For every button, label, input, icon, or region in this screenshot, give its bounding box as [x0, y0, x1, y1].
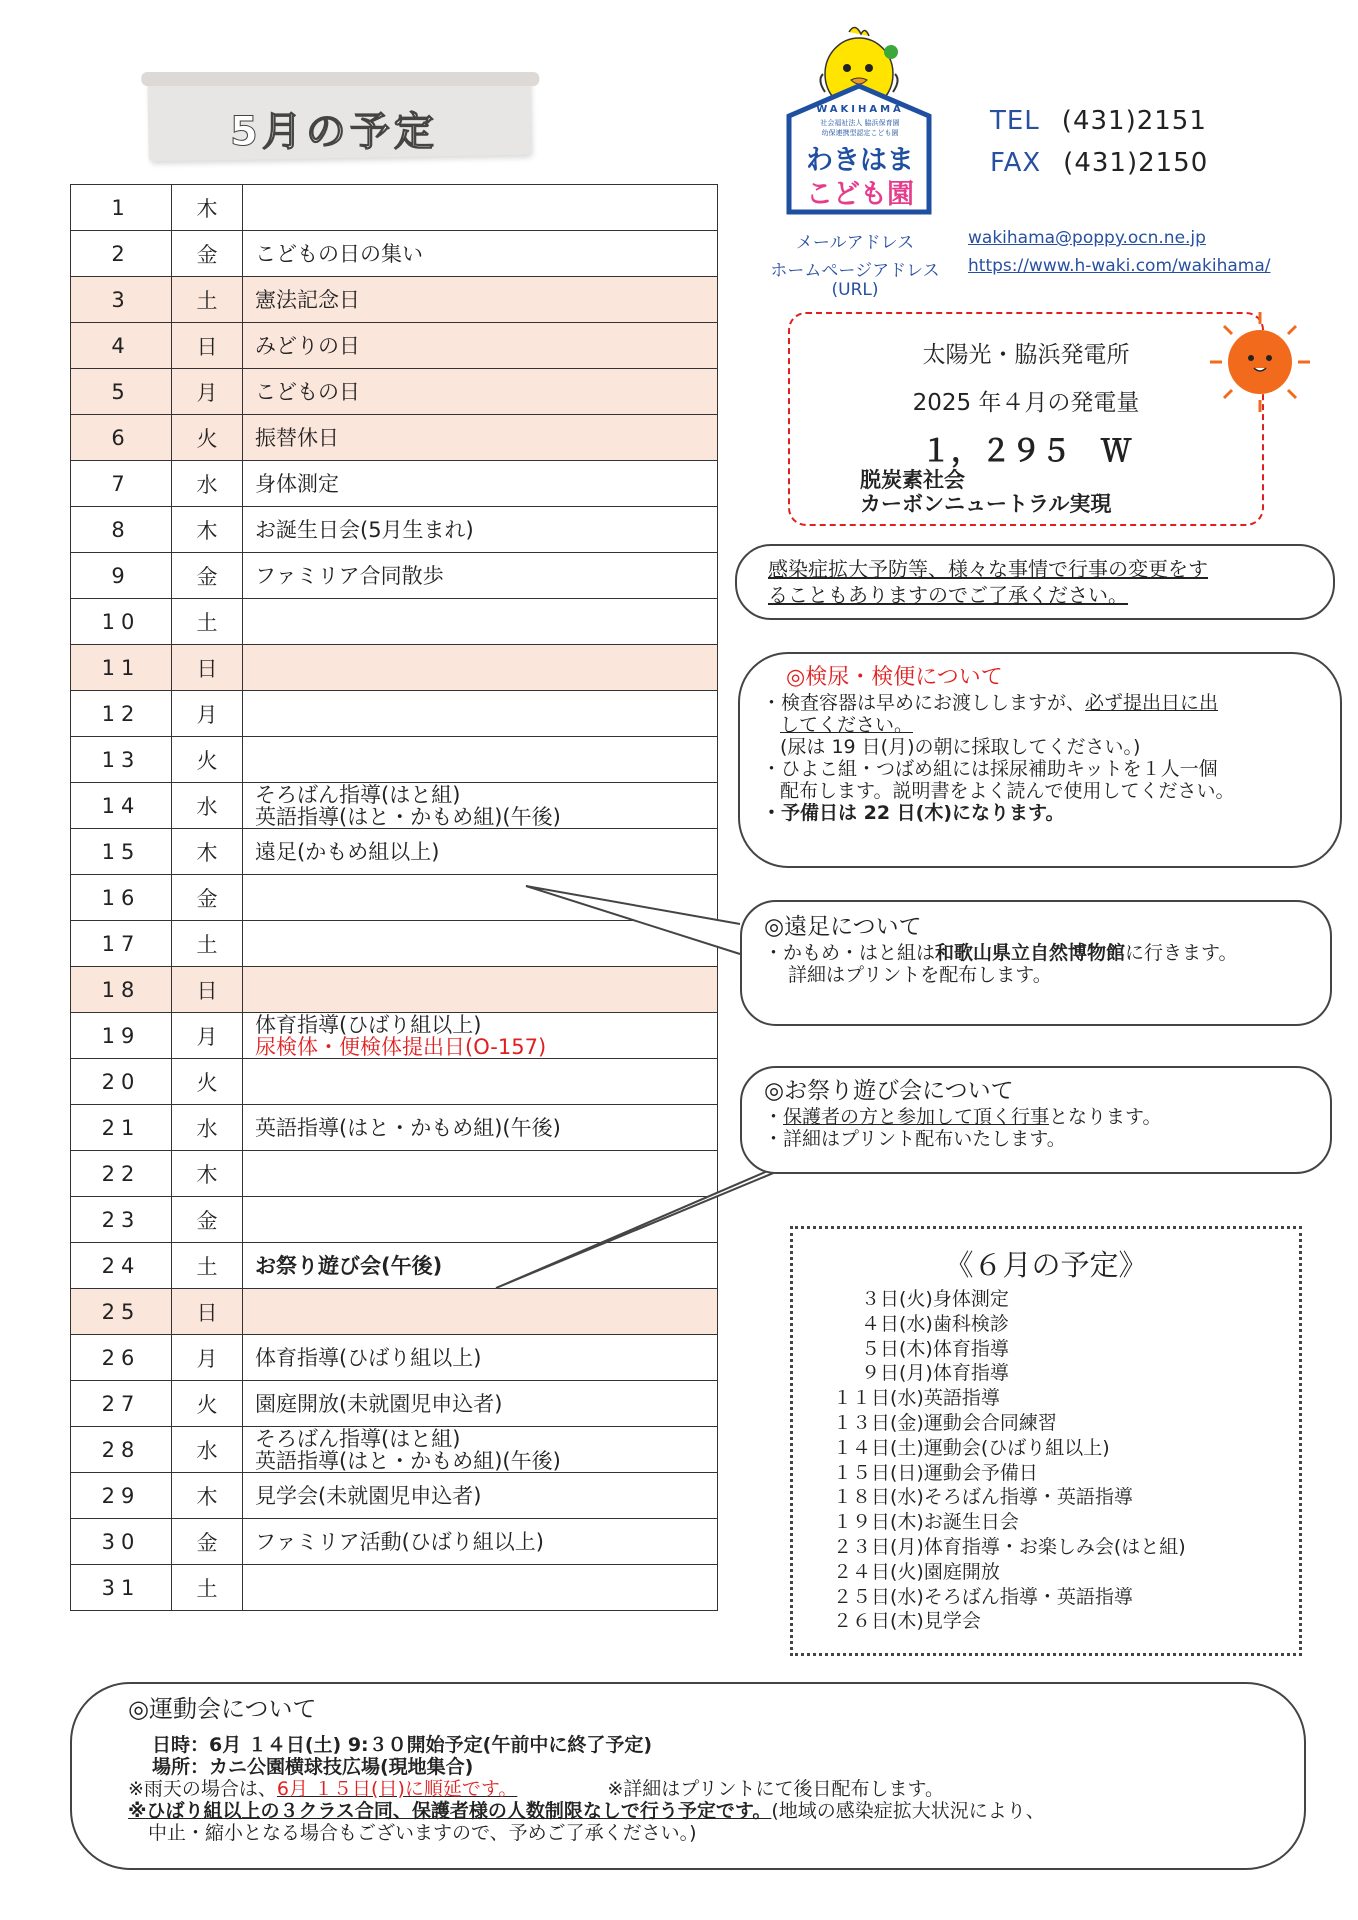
calendar-event: 英語指導(はと・かもめ組)(午後) — [255, 804, 561, 829]
calendar-weekday: 水 — [172, 1105, 243, 1151]
calendar-weekday: 金 — [172, 553, 243, 599]
calendar-event: 憲法記念日 — [255, 287, 360, 312]
urine-line4: ・ひよこ組・つばめ組には採尿補助キットを１人一個 — [762, 758, 1218, 780]
calendar-weekday: 月 — [172, 369, 243, 415]
calendar-day: 28 — [71, 1427, 172, 1473]
urine-line2: してください。 — [780, 714, 914, 736]
calendar-day: 10 — [71, 599, 172, 645]
calendar-weekday: 月 — [172, 1013, 243, 1059]
excursion-line1c: に行きます。 — [1125, 942, 1238, 964]
calendar-day: 16 — [71, 875, 172, 921]
power-line3: 脱炭素社会 — [860, 468, 965, 492]
calendar-day: 9 — [71, 553, 172, 599]
sports-plan-b: (地域の感染症拡大状況により、 — [771, 1800, 1045, 1822]
sports-place: 場所：カニ公園横球技広場(現地集合) — [152, 1756, 474, 1778]
calendar-weekday: 水 — [172, 1427, 243, 1473]
june-item: １８日(水)そろばん指導・英語指導 — [833, 1486, 1133, 1509]
logo-name-line1: わきはま — [806, 145, 914, 176]
calendar-weekday: 土 — [172, 1243, 243, 1289]
mail-label: メールアドレス — [795, 233, 915, 253]
sports-plan-c: 中止・縮小となる場合もございますので、予めご了承ください。) — [148, 1822, 697, 1844]
power-line4: カーボンニュートラル実現 — [860, 492, 1112, 516]
page-title: 5月の予定 — [230, 109, 438, 155]
calendar-weekday: 木 — [172, 507, 243, 553]
calendar-weekday: 木 — [172, 829, 243, 875]
calendar-day: 23 — [71, 1197, 172, 1243]
calendar-event: 尿検体・便検体提出日(O-157) — [255, 1034, 547, 1059]
calendar-day: 31 — [71, 1565, 172, 1611]
calendar-day: 29 — [71, 1473, 172, 1519]
urine-title: ◎検尿・検便について — [786, 665, 1003, 690]
calendar-event: 身体測定 — [255, 471, 339, 496]
notice-line2: ることもありますのでご了承ください。 — [768, 583, 1128, 607]
june-item: ２６日(木)見学会 — [833, 1610, 981, 1633]
calendar-weekday: 火 — [172, 1059, 243, 1105]
fax-number: (431)2150 — [1063, 148, 1209, 178]
calendar-day: 1 — [71, 185, 172, 231]
calendar-event: 見学会(未就園児申込者) — [255, 1483, 482, 1508]
calendar-day: 2 — [71, 231, 172, 277]
calendar-weekday: 火 — [172, 415, 243, 461]
june-item: ５日(木)体育指導 — [861, 1337, 1009, 1360]
calendar-weekday: 土 — [172, 277, 243, 323]
hp-label: ホームページアドレス — [770, 261, 940, 281]
calendar-event: そろばん指導(はと組) — [255, 782, 461, 807]
excursion-line1a: ・かもめ・はと組は — [764, 942, 936, 964]
calendar-weekday: 木 — [172, 1151, 243, 1197]
calendar-event: 英語指導(はと・かもめ組)(午後) — [255, 1115, 561, 1140]
sports-plan-a: ※ひばり組以上の３クラス合同、保護者様の人数制限なしで行う予定です。 — [128, 1800, 772, 1822]
hp-sub-label: (URL) — [831, 280, 879, 300]
calendar-event: 体育指導(ひばり組以上) — [255, 1345, 482, 1370]
calendar-day: 3 — [71, 277, 172, 323]
calendar-day: 26 — [71, 1335, 172, 1381]
calendar-weekday: 日 — [172, 1289, 243, 1335]
calendar-day: 21 — [71, 1105, 172, 1151]
calendar-day: 20 — [71, 1059, 172, 1105]
urine-line5: 配布します。説明書をよく読んで使用してください。 — [780, 780, 1235, 802]
sports-detail: ※詳細はプリントにて後日配布します。 — [607, 1778, 945, 1800]
calendar-day: 12 — [71, 691, 172, 737]
june-schedule-box — [790, 1226, 1302, 1656]
calendar-day: 27 — [71, 1381, 172, 1427]
calendar-event: そろばん指導(はと組) — [255, 1426, 461, 1451]
calendar-weekday: 木 — [172, 1473, 243, 1519]
calendar-day: 6 — [71, 415, 172, 461]
hp-link[interactable]: https://www.h-waki.com/wakihama/ — [968, 256, 1271, 276]
festival-title: ◎お祭り遊び会について — [764, 1078, 1014, 1104]
logo-sub: 幼保連携型認定こども園 — [821, 129, 899, 137]
logo-name-line2: こども園 — [806, 179, 914, 210]
calendar-weekday: 金 — [172, 1197, 243, 1243]
calendar-day: 18 — [71, 967, 172, 1013]
calendar-day: 25 — [71, 1289, 172, 1335]
calendar-weekday: 金 — [172, 875, 243, 921]
calendar-day: 17 — [71, 921, 172, 967]
urine-line1b: 必ず提出日に出 — [1085, 692, 1219, 714]
calendar-event: こどもの日 — [255, 379, 360, 404]
calendar-weekday: 日 — [172, 645, 243, 691]
sports-title: ◎運動会について — [128, 1695, 317, 1723]
june-item: １９日(木)お誕生日会 — [833, 1511, 1019, 1534]
festival-line2: ・詳細はプリント配布いたします。 — [764, 1128, 1066, 1150]
june-item: １５日(日)運動会予備日 — [833, 1461, 1038, 1484]
june-list — [833, 1287, 1186, 1634]
calendar-event: こどもの日の集い — [255, 241, 423, 266]
festival-line1c: となります。 — [1049, 1106, 1162, 1128]
sports-rain-a: ※雨天の場合は、 — [128, 1778, 277, 1800]
calendar-event: 遠足(かもめ組以上) — [255, 839, 440, 864]
calendar-weekday: 金 — [172, 231, 243, 277]
calendar-weekday: 月 — [172, 1335, 243, 1381]
excursion-title: ◎遠足について — [764, 914, 922, 940]
calendar-event: お祭り遊び会(午後) — [255, 1253, 443, 1278]
calendar-event: ファミリア活動(ひばり組以上) — [255, 1529, 544, 1554]
sports-rain-b: 6月 １５日(日)に順延です。 — [276, 1778, 518, 1800]
excursion-place: 和歌山県立自然博物館 — [935, 942, 1126, 964]
festival-line1b: 保護者の方と参加して頂く行事 — [783, 1106, 1050, 1128]
calendar-weekday: 土 — [172, 921, 243, 967]
calendar-weekday: 日 — [172, 323, 243, 369]
calendar-event: みどりの日 — [255, 333, 360, 358]
calendar-day: 11 — [71, 645, 172, 691]
calendar-day: 15 — [71, 829, 172, 875]
calendar-event: 英語指導(はと・かもめ組)(午後) — [255, 1448, 561, 1473]
calendar-day: 22 — [71, 1151, 172, 1197]
logo-org: 社会福祉法人 脇浜保育園 — [820, 119, 900, 127]
calendar-weekday: 土 — [172, 599, 243, 645]
june-item: １１日(水)英語指導 — [833, 1387, 1000, 1410]
calendar-weekday: 土 — [172, 1565, 243, 1611]
mail-link[interactable]: wakihama@poppy.ocn.ne.jp — [968, 228, 1206, 248]
tel-label: TEL — [990, 106, 1040, 136]
june-item: ２３日(月)体育指導・お楽しみ会(はと組) — [833, 1535, 1186, 1558]
urine-line1a: ・検査容器は早めにお渡ししますが、 — [762, 692, 1086, 714]
calendar-weekday: 木 — [172, 185, 243, 231]
calendar-day: 5 — [71, 369, 172, 415]
calendar-day: 8 — [71, 507, 172, 553]
calendar-day: 24 — [71, 1243, 172, 1289]
calendar-day: 14 — [71, 783, 172, 829]
excursion-text — [764, 912, 1324, 986]
excursion-line2: 詳細はプリントを配布します。 — [788, 964, 1052, 986]
power-line1: 太陽光・脇浜発電所 — [922, 342, 1130, 368]
calendar-event: 振替休日 — [255, 425, 339, 450]
june-item: ３日(火)身体測定 — [861, 1288, 1009, 1310]
sports-date: 日時：6月 １４日(土) 9:３０開始予定(午前中に終了予定) — [152, 1734, 653, 1756]
festival-line1a: ・ — [764, 1106, 784, 1128]
calendar-weekday: 月 — [172, 691, 243, 737]
urine-line3: (尿は 19 日(月)の朝に採取してください。) — [780, 736, 1141, 758]
calendar-weekday: 火 — [172, 1381, 243, 1427]
june-item: １３日(金)運動会合同練習 — [833, 1411, 1057, 1434]
calendar-day: 30 — [71, 1519, 172, 1565]
calendar-day: 13 — [71, 737, 172, 783]
logo-top-text: WAKIHAMA — [816, 104, 904, 115]
calendar-day: 4 — [71, 323, 172, 369]
fax-label: FAX — [990, 148, 1042, 178]
calendar-event: お誕生日会(5月生まれ) — [255, 517, 474, 542]
calendar-weekday: 水 — [172, 461, 243, 507]
calendar-weekday: 日 — [172, 967, 243, 1013]
calendar-day: 19 — [71, 1013, 172, 1059]
tel-number: (431)2151 — [1061, 106, 1207, 136]
calendar-weekday: 水 — [172, 783, 243, 829]
festival-text — [764, 1076, 1324, 1150]
notice-line1: 感染症拡大予防等、様々な事情で行事の変更をす — [768, 557, 1208, 581]
urine-line6: ・予備日は 22 日(木)になります。 — [762, 802, 1065, 824]
june-title: 《６月の予定》 — [944, 1248, 1148, 1282]
calendar-event: 体育指導(ひばり組以上) — [255, 1012, 482, 1037]
power-value: １，２９５ Ｗ — [921, 434, 1131, 469]
june-item: ９日(月)体育指導 — [861, 1362, 1009, 1385]
calendar-event: ファミリア合同散歩 — [255, 563, 444, 588]
june-item: ４日(水)歯科検診 — [861, 1312, 1009, 1335]
calendar-event: 園庭開放(未就園児申込者) — [255, 1391, 503, 1416]
power-line2: 2025 年４月の発電量 — [912, 390, 1140, 416]
june-item: ２４日(火)園庭開放 — [833, 1560, 1000, 1583]
calendar-weekday: 火 — [172, 737, 243, 783]
june-item: ２５日(水)そろばん指導・英語指導 — [833, 1585, 1133, 1608]
calendar-day: 7 — [71, 461, 172, 507]
sports-text — [128, 1734, 1288, 1844]
june-item: １４日(土)運動会(ひばり組以上) — [833, 1436, 1110, 1459]
calendar-weekday: 金 — [172, 1519, 243, 1565]
